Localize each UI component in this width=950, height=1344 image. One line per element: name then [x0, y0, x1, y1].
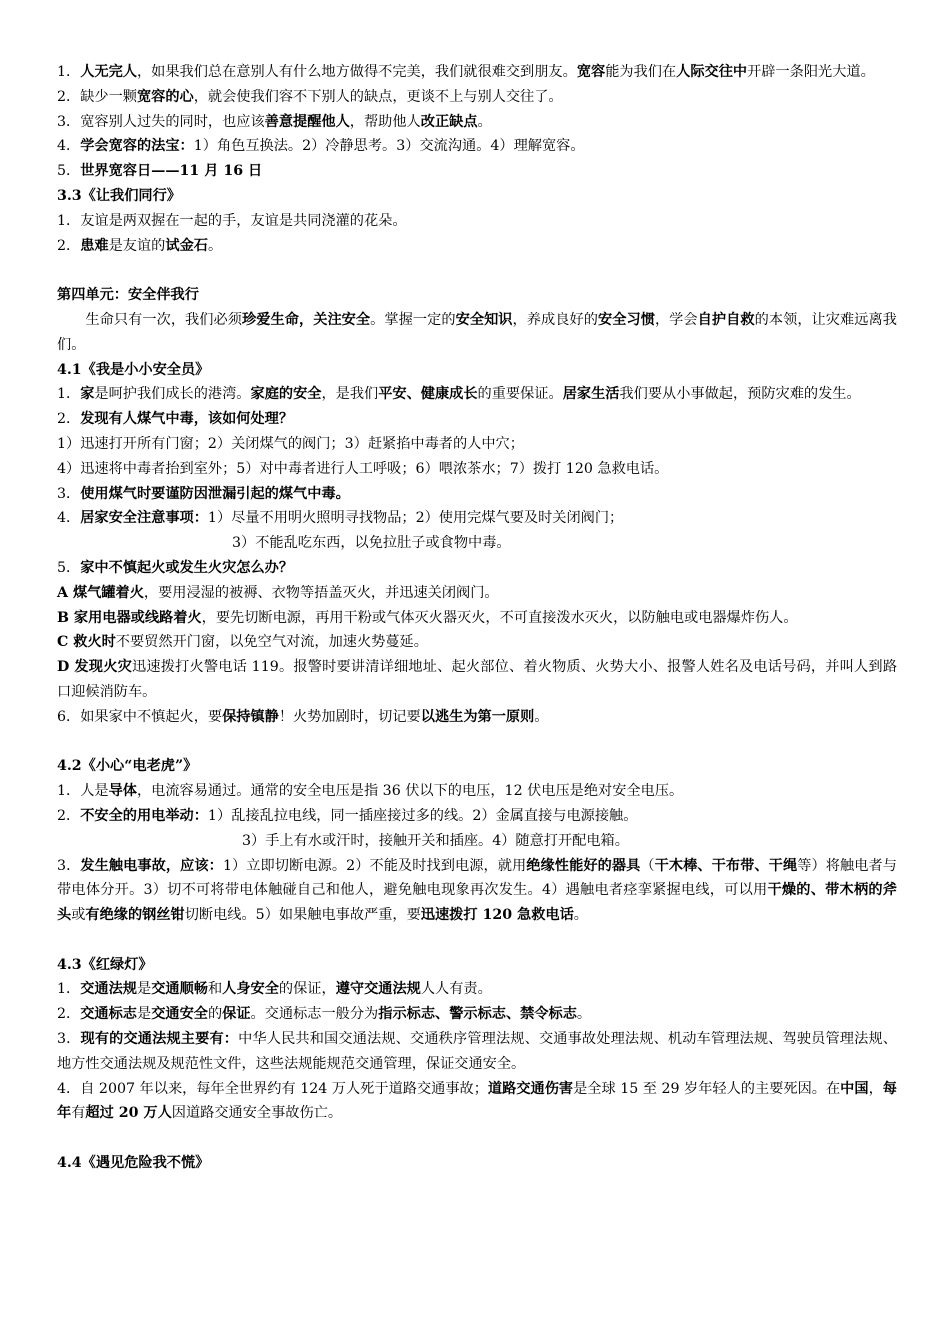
bold-run: 家 [80, 386, 95, 403]
bold-run: 干燥的、带木柄的斧头 [57, 882, 897, 924]
bold-run: 指示标志、警示标志、禁令标志 [378, 1006, 577, 1023]
bold-run: 患难 [80, 237, 109, 254]
text-run: 3． [57, 1031, 81, 1048]
bold-run: 家庭的安全 [250, 386, 322, 403]
bold-run: 有绝缘的钢丝钳 [85, 907, 185, 924]
text-run: 。 [576, 1006, 592, 1023]
para-4 [57, 134, 897, 159]
text-run: 3． [57, 857, 81, 874]
para-22 [57, 804, 897, 829]
text-run: 。 [573, 907, 588, 924]
text-run: 3）手上有水或汗时，接触开关和插座。4）随意打开配电箱。 [242, 832, 629, 849]
text-run: 2．缺少一颗 [57, 88, 137, 105]
bold-run: 试金石 [165, 237, 208, 254]
bold-run: 珍爱生命，关注安全 [242, 311, 371, 328]
text-run: 等）将触电者与带电体分开。3）切不可将带电体触碰自己和他人，避免触电现象再次发生。4）遇触电者痉挛紧握电线，可以用 [57, 857, 897, 899]
bold-run: 家中不慎起火或发生火灾怎么办？ [80, 559, 294, 576]
bold-run: 导体 [108, 783, 137, 800]
text-run: 是呵护我们成长的港湾。 [94, 386, 251, 403]
text-run: 2． [57, 237, 81, 254]
text-run: ，就会使我们容不下别人的缺点，更谈不上与别人交往了。 [193, 88, 563, 105]
bold-run: 居家生活 [562, 386, 620, 403]
section-heading-4-4 [57, 1151, 897, 1176]
text-run: ，要先切断电源，再用干粉或气体灭火器灭火，不可直接泼水灭火，以防触电或电器爆炸伤人。 [201, 609, 798, 626]
bold-run: 遵守交通法规 [335, 981, 421, 998]
text-run: 1． [57, 64, 81, 80]
blank-line [57, 258, 897, 283]
text-run: 。交通标志一般分为 [250, 1006, 379, 1023]
bold-run: 干木棒、干布带、干绳 [654, 857, 798, 874]
bold-run: 居家安全注意事项： [80, 510, 208, 527]
bold-run: 平安、健康成长 [378, 386, 478, 403]
text-run: 2． [57, 411, 81, 428]
bold-run: B 家用电器或线路着火 [57, 609, 202, 626]
para-17 [57, 606, 897, 631]
para-2 [57, 85, 897, 110]
para-21 [57, 779, 897, 804]
bold-run: 宽容 [576, 64, 606, 80]
text-run: 或 [71, 907, 86, 924]
text-run: ，电流容易通过。通常的安全电压是指 36 伏以下的电压，12 伏电压是绝对安全电压。 [136, 783, 684, 800]
para-11 [57, 457, 897, 482]
bold-run: 4.2《小心“电老虎”》 [57, 758, 198, 775]
bold-run: A 煤气罐着火 [57, 584, 144, 601]
text-run: 。 [207, 237, 223, 254]
bold-run: 不安全的用电举动： [80, 807, 208, 824]
text-run: 4）迅速将中毒者抬到室外；5）对中毒者进行人工呼吸；6）喂浓茶水；7）拨打 120 急救电话。 [57, 460, 669, 477]
text-run: 中华人民共和国交通法规、交通秩序管理法规、交通事故处理法规、机动车管理法规、驾驶员管理法规、地方性交通法规及规范性文件，这些法规能规范交通管理，保证交通安全。 [57, 1031, 897, 1072]
text-run: 。掌握一定的 [370, 311, 456, 328]
text-run: 的本领，让灾难远离我们。 [57, 311, 897, 353]
para-3 [57, 110, 897, 135]
text-run: 人人有责。 [420, 981, 492, 998]
bold-run: 交通顺畅 [151, 981, 208, 998]
para-19 [57, 655, 897, 705]
bold-run: 宽容的心 [136, 88, 194, 105]
text-run: 是 [136, 981, 152, 998]
text-run: 迅速拨打火警电话 119。报警时要讲清详细地址、起火部位、着火物质、火势大小、报警人姓名及电话号码，并叫人到路口迎候消防车。 [57, 659, 898, 700]
bold-run: 交通标志 [80, 1006, 137, 1023]
bold-run: 改正缺点 [420, 113, 478, 130]
text-run: ，养成良好的 [512, 311, 598, 328]
text-run: 6．如果家中不慎起火，要 [57, 708, 223, 725]
bold-run: 超过 20 万人 [85, 1105, 172, 1122]
text-run: 不要贸然开门窗，以免空气对流，加速火势蔓延。 [115, 634, 428, 651]
text-run: ，帮助他人 [349, 113, 421, 130]
bold-run: 4.3《红绿灯》 [57, 956, 153, 973]
text-run: 因道路交通安全事故伤亡。 [171, 1105, 343, 1122]
bold-run: 善意提醒他人 [264, 113, 350, 130]
text-run: 1）迅速打开所有门窗；2）关闭煤气的阀门；3）赶紧掐中毒者的人中穴； [57, 435, 524, 452]
text-run: 1）立即切断电源。2）不能及时找到电源，就用 [222, 857, 527, 874]
document-page [57, 60, 897, 1176]
text-run: ，是我们 [321, 386, 379, 403]
text-run: ， [868, 1080, 883, 1097]
text-run: 1．友谊是两双握在一起的手，友谊是共同浇灌的花朵。 [57, 212, 407, 229]
bold-run: 4.1《我是小小安全员》 [57, 361, 210, 378]
bold-run: 人身安全 [222, 981, 279, 998]
bold-run: 世界宽容日——11 月 16 日 [80, 163, 263, 180]
para-6 [57, 209, 897, 234]
text-run: 5． [57, 559, 81, 576]
text-run: 的重要保证。 [477, 386, 563, 403]
text-run: 3）不能乱吃东西，以免拉肚子或食物中毒。 [232, 535, 511, 552]
text-run: 1． [57, 386, 81, 403]
bold-run: C 救火时 [57, 634, 116, 651]
bold-run: 以逃生为第一原则 [420, 708, 535, 725]
para-18 [57, 630, 897, 655]
text-run: 我们要从小事做起，预防灾难的发生。 [619, 386, 861, 403]
blank-line [57, 928, 897, 953]
bold-run: 保持镇静 [222, 708, 279, 725]
text-run: 1．人是 [57, 783, 109, 800]
bold-run: 交通法规 [80, 981, 137, 998]
bold-run: 现有的交通法规主要有： [80, 1031, 239, 1048]
text-run: 开辟一条阳光大道。 [747, 64, 875, 80]
para-7 [57, 234, 897, 259]
text-run: 1）角色互换法。2）冷静思考。3）交流沟通。4）理解宽容。 [193, 138, 585, 155]
bold-run: 3.3《让我们同行》 [57, 187, 181, 204]
text-run: ，学会 [654, 311, 698, 328]
text-run: ，如果我们总在意别人有什么地方做得不完美，我们就很难交到朋友。 [136, 64, 577, 80]
para-8 [57, 382, 897, 407]
para-23 [57, 829, 897, 854]
text-run: 生命只有一次，我们必须 [85, 311, 243, 328]
para-5 [57, 159, 897, 184]
unit-intro [57, 308, 897, 358]
para-9 [57, 407, 897, 432]
text-run: 1）乱接乱拉电线，同一插座接过多的线。2）金属直接与电源接触。 [207, 807, 638, 824]
text-run: 切断电线。5）如果触电事故严重，要 [184, 907, 421, 924]
text-run: 。 [534, 708, 549, 725]
text-run: 4．自 2007 年以来，每年全世界约有 124 万人死于道路交通事故； [57, 1080, 488, 1097]
text-run: 2． [57, 1006, 81, 1023]
text-run: ，要用浸湿的被褥、衣物等捂盖灭火，并迅速关闭阀门。 [143, 584, 499, 601]
para-10 [57, 432, 897, 457]
bold-run: D 发现火灾 [57, 659, 132, 676]
text-run: 3．宽容别人过失的同时，也应该 [57, 113, 265, 130]
text-run: （ [640, 857, 655, 874]
text-run: 是全球 15 至 29 岁年轻人的主要死因。在 [573, 1080, 841, 1097]
text-run: 4． [57, 510, 81, 527]
text-run: 和 [207, 981, 223, 998]
para-27 [57, 1027, 897, 1077]
section-heading-4-2 [57, 754, 897, 779]
text-run: 3． [57, 485, 81, 502]
bold-run: 使用煤气时要谨防因泄漏引起的煤气中毒。 [80, 485, 350, 502]
bold-run: 绝缘性能好的器具 [526, 857, 641, 874]
text-run: 1． [57, 981, 81, 998]
bold-run: 发现有人煤气中毒，该如何处理？ [80, 411, 294, 428]
bold-run: 4.4《遇见危险我不慌》 [57, 1155, 210, 1172]
bold-run: 安全习惯 [597, 311, 655, 328]
bold-run: 人际交往中 [676, 64, 748, 80]
blank-line [57, 730, 897, 755]
text-run: 。 [477, 113, 492, 130]
text-run: ！火势加剧时，切记要 [278, 708, 421, 725]
para-1 [57, 60, 897, 85]
para-28 [57, 1077, 897, 1127]
text-run: 1）尽量不用明火照明寻找物品；2）使用完煤气要及时关闭阀门； [207, 510, 624, 527]
text-run: 的保证， [278, 981, 336, 998]
para-25 [57, 977, 897, 1002]
text-run: 的 [207, 1006, 223, 1023]
bold-run: 中国 [840, 1080, 869, 1097]
section-heading-3-3 [57, 184, 897, 209]
para-16 [57, 581, 897, 606]
bold-run: 发生触电事故，应该： [80, 857, 223, 874]
unit-heading-4 [57, 283, 897, 308]
text-run: 有 [71, 1105, 86, 1122]
bold-run: 学会宽容的法宝： [80, 138, 194, 155]
text-run: 能为我们在 [605, 64, 677, 80]
text-run: 4． [57, 138, 81, 155]
text-run: 2． [57, 807, 81, 824]
bold-run: 人无完人 [80, 64, 137, 80]
bold-run: 第四单元：安全伴我行 [57, 287, 199, 304]
text-run: 是 [136, 1006, 152, 1023]
bold-run: 安全知识 [455, 311, 513, 328]
section-heading-4-3 [57, 953, 897, 978]
text-run: 是友谊的 [108, 237, 166, 254]
para-20 [57, 705, 897, 730]
para-14 [57, 531, 897, 556]
para-12 [57, 482, 897, 507]
bold-run: 道路交通伤害 [487, 1080, 574, 1097]
section-heading-4-1 [57, 358, 897, 383]
para-26 [57, 1002, 897, 1027]
para-15 [57, 556, 897, 581]
text-run: 5． [57, 163, 81, 180]
para-24 [57, 854, 897, 928]
blank-line [57, 1126, 897, 1151]
para-13 [57, 506, 897, 531]
bold-run: 交通安全 [151, 1006, 208, 1023]
bold-run: 迅速拨打 120 急救电话 [420, 907, 574, 924]
bold-run: 每年 [57, 1080, 897, 1122]
bold-run: 保证 [222, 1006, 251, 1023]
bold-run: 自护自救 [697, 311, 755, 328]
